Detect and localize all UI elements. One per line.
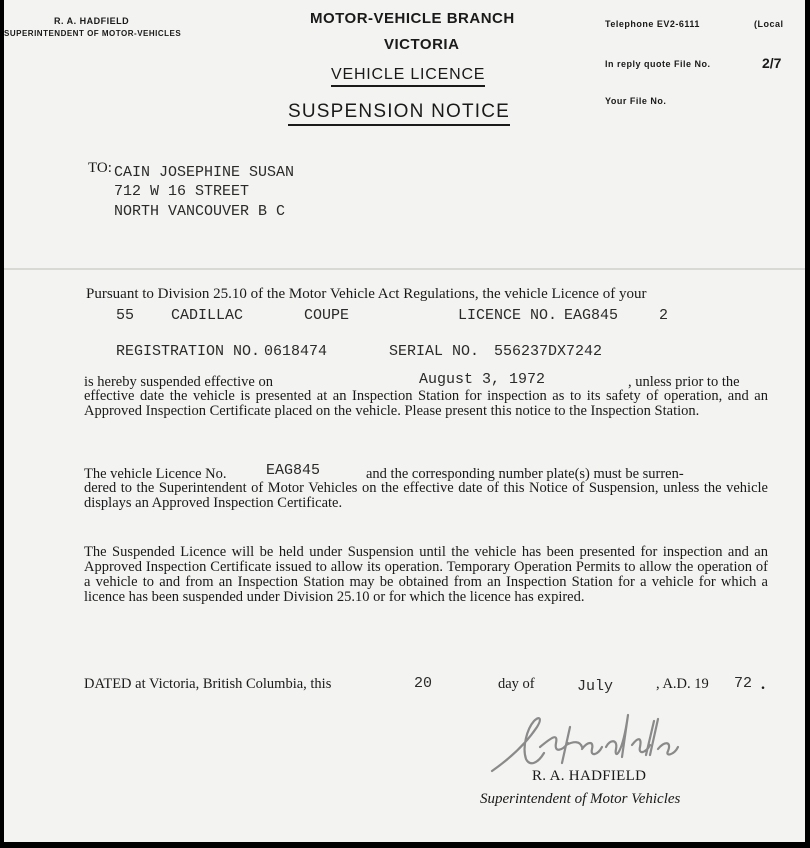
superintendent-title-header: SUPERINTENDENT OF MOTOR-VEHICLES	[4, 29, 182, 38]
paragraph-2	[84, 481, 768, 511]
dated-day-of: day of	[498, 676, 535, 692]
serial-no-value: 556237DX7242	[494, 343, 603, 360]
licence-no-value: EAG845	[564, 307, 619, 324]
serial-no-label: SERIAL NO.	[389, 343, 480, 360]
licence-suffix: 2	[659, 307, 669, 324]
vehicle-year: 55	[116, 307, 135, 324]
vehicle-make: CADILLAC	[171, 307, 244, 324]
branch-heading: MOTOR-VEHICLE BRANCH	[310, 10, 515, 27]
paragraph-3	[84, 545, 768, 605]
dated-day: 20	[414, 675, 433, 692]
signatory-name: R. A. HADFIELD	[532, 768, 647, 784]
dated-prefix: DATED at Victoria, British Columbia, this	[84, 676, 332, 692]
suspension-effective-end: , unless prior to the	[628, 374, 740, 390]
licence-surrender-start: The vehicle Licence No.	[84, 466, 227, 482]
your-file-label: Your File No.	[605, 96, 667, 106]
suspension-notice-document	[4, 0, 805, 842]
addressee-city: NORTH VANCOUVER B C	[114, 203, 286, 220]
addressee-name: CAIN JOSEPHINE SUSAN	[114, 164, 295, 181]
paragraph-1	[84, 389, 768, 419]
local-label: (Local	[754, 19, 784, 29]
licence-surrender-end: and the corresponding number plate(s) must be surren-	[366, 466, 684, 482]
licence-no-label: LICENCE NO.	[458, 307, 558, 324]
city-heading: VICTORIA	[384, 36, 460, 53]
dated-period: .	[761, 676, 765, 693]
reply-quote-label: In reply quote File No.	[605, 59, 711, 69]
doc-title-suspension-notice: SUSPENSION NOTICE	[288, 101, 510, 126]
dated-month: July	[577, 678, 614, 695]
dated-year-suffix: 72	[734, 675, 753, 692]
addressee-street: 712 W 16 STREET	[114, 183, 250, 200]
superintendent-name-header: R. A. HADFIELD	[54, 16, 130, 26]
paragraph-3-text: The Suspended Licence will be held under Suspension until the vehicle has been presented for inspection and an Approved Inspection Certificate issued to allow its operation. Temporary Operation Permits to allow the operation of a vehicle to and from an Inspection Station may be obtained from an Inspection Station for a vehicle for which a licence has been suspended under Division 25.10 or for which the licence has expired.	[84, 544, 768, 605]
handwritten-signature	[482, 707, 682, 777]
dated-ad: , A.D. 19	[656, 676, 709, 692]
vehicle-body: COUPE	[304, 307, 350, 324]
suspension-date: August 3, 1972	[419, 371, 546, 388]
doc-title-vehicle-licence: VEHICLE LICENCE	[331, 66, 485, 87]
paragraph-2-text: dered to the Superintendent of Motor Vehicles on the effective date of this Notice of Suspension, unless the vehicle displays an Approved Inspection Certificate.	[84, 480, 768, 511]
registration-no-value: 0618474	[264, 343, 328, 360]
telephone-label: Telephone EV2-6111	[605, 19, 700, 29]
file-number: 2/7	[762, 55, 782, 71]
paper-fold-line	[4, 268, 805, 270]
paragraph-1-text: effective date the vehicle is presented at an Inspection Station for inspection as to its safety of operation, and an Approved Inspection Certificate placed on the vehicle. Please present this notice to the Inspection Station.	[84, 388, 768, 419]
to-label: TO:	[88, 160, 112, 176]
registration-no-label: REGISTRATION NO.	[116, 343, 261, 360]
suspension-effective-text: is hereby suspended effective on	[84, 374, 273, 390]
surrender-licence-no: EAG845	[266, 462, 321, 479]
pursuant-intro: Pursuant to Division 25.10 of the Motor Vehicle Act Regulations, the vehicle Licence of your	[86, 286, 647, 302]
signatory-title: Superintendent of Motor Vehicles	[480, 791, 681, 807]
